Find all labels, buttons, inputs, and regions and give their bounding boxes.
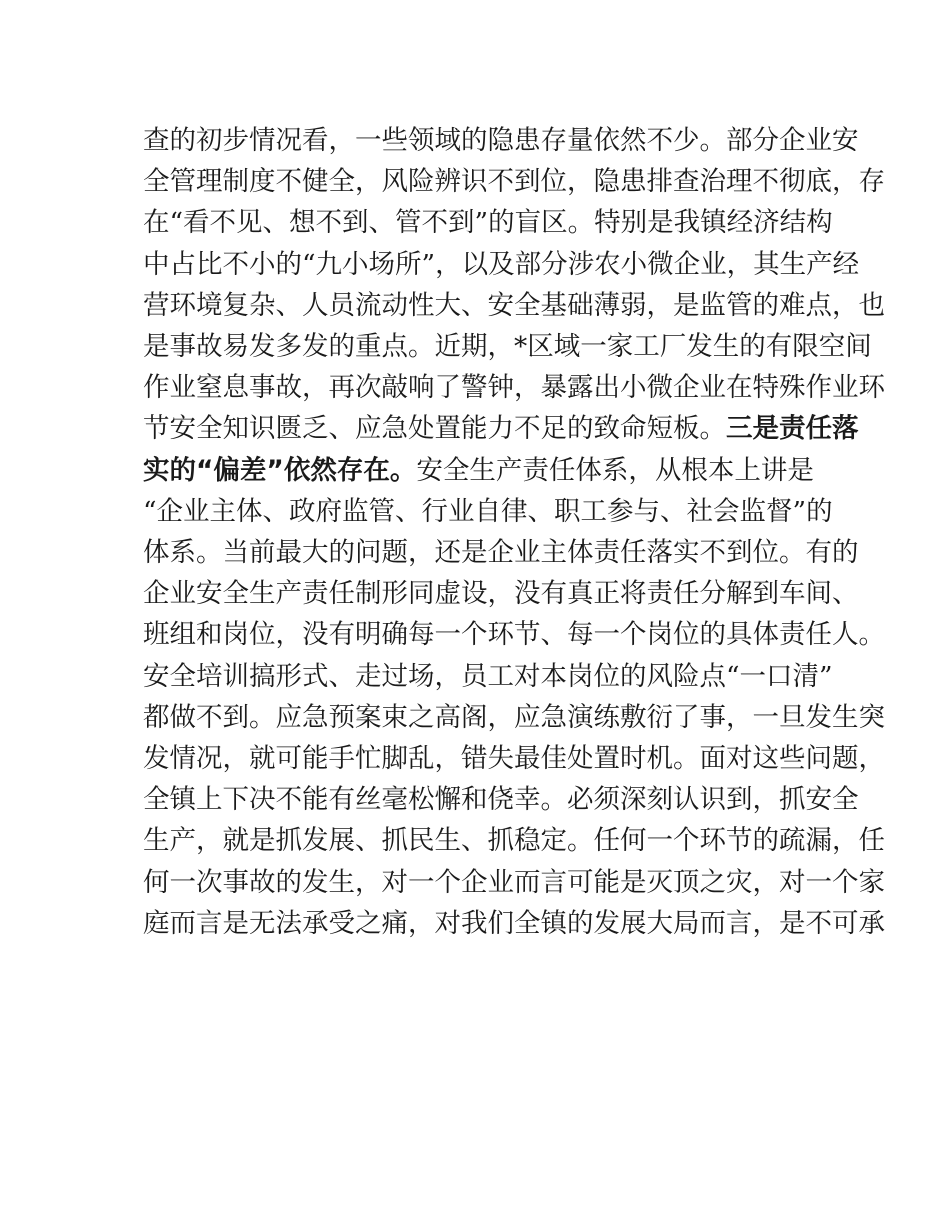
text-segment: 节安全知识匮乏、应急处置能力不足的致命短板。 (143, 413, 726, 445)
text-line: 企业安全生产责任制形同虚设，没有真正将责任分解到车间、 (143, 578, 859, 610)
section-heading-bold: 三是责任落 (726, 413, 859, 445)
section-heading-bold: 实的“偏差”依然存在。 (143, 454, 417, 486)
text-line: 何一次事故的发生，对一个企业而言可能是灭顶之灾，对一个家 (143, 866, 885, 898)
text-line: 营环境复杂、人员流动性大、安全基础薄弱，是监管的难点，也 (143, 289, 885, 321)
text-line: 发情况，就可能手忙脚乱，错失最佳处置时机。面对这些问题， (143, 743, 885, 775)
text-line: 在“看不见、想不到、管不到”的盲区。特别是我镇经济结构 (143, 207, 833, 239)
text-line: 都做不到。应急预案束之高阁，应急演练敷衍了事，一旦发生突 (143, 701, 885, 733)
text-line (143, 450, 813, 491)
text-line: 全镇上下决不能有丝毫松懈和侥幸。必须深刻认识到，抓安全 (143, 784, 859, 816)
text-line: 是事故易发多发的重点。近期，*区域一家工厂发生的有限空间 (143, 331, 872, 363)
text-line: 班组和岗位，没有明确每一个环节、每一个岗位的具体责任人。 (143, 619, 885, 651)
text-segment: 安全生产责任体系，从根本上讲是 (416, 454, 814, 486)
text-line (143, 408, 859, 449)
text-line: “企业主体、政府监管、行业自律、职工参与、社会监督”的 (143, 495, 833, 527)
text-line: 生产，就是抓发展、抓民生、抓稳定。任何一个环节的疏漏，任 (143, 825, 885, 857)
text-line: 安全培训搞形式、走过场，员工对本岗位的风险点“一口清” (143, 660, 833, 692)
text-line: 体系。当前最大的问题，还是企业主体责任落实不到位。有的 (143, 537, 859, 569)
text-line: 查的初步情况看，一些领域的隐患存量依然不少。部分企业安 (143, 125, 859, 156)
text-line: 作业窒息事故，再次敲响了警钟，暴露出小微企业在特殊作业环 (143, 372, 885, 404)
body-paragraph (143, 120, 885, 944)
text-line: 庭而言是无法承受之痛，对我们全镇的发展大局而言，是不可承 (143, 907, 885, 939)
text-line: 全管理制度不健全，风险辨识不到位，隐患排查治理不彻底，存 (143, 166, 885, 198)
text-line: 中占比不小的“九小场所”，以及部分涉农小微企业，其生产经 (143, 248, 860, 280)
